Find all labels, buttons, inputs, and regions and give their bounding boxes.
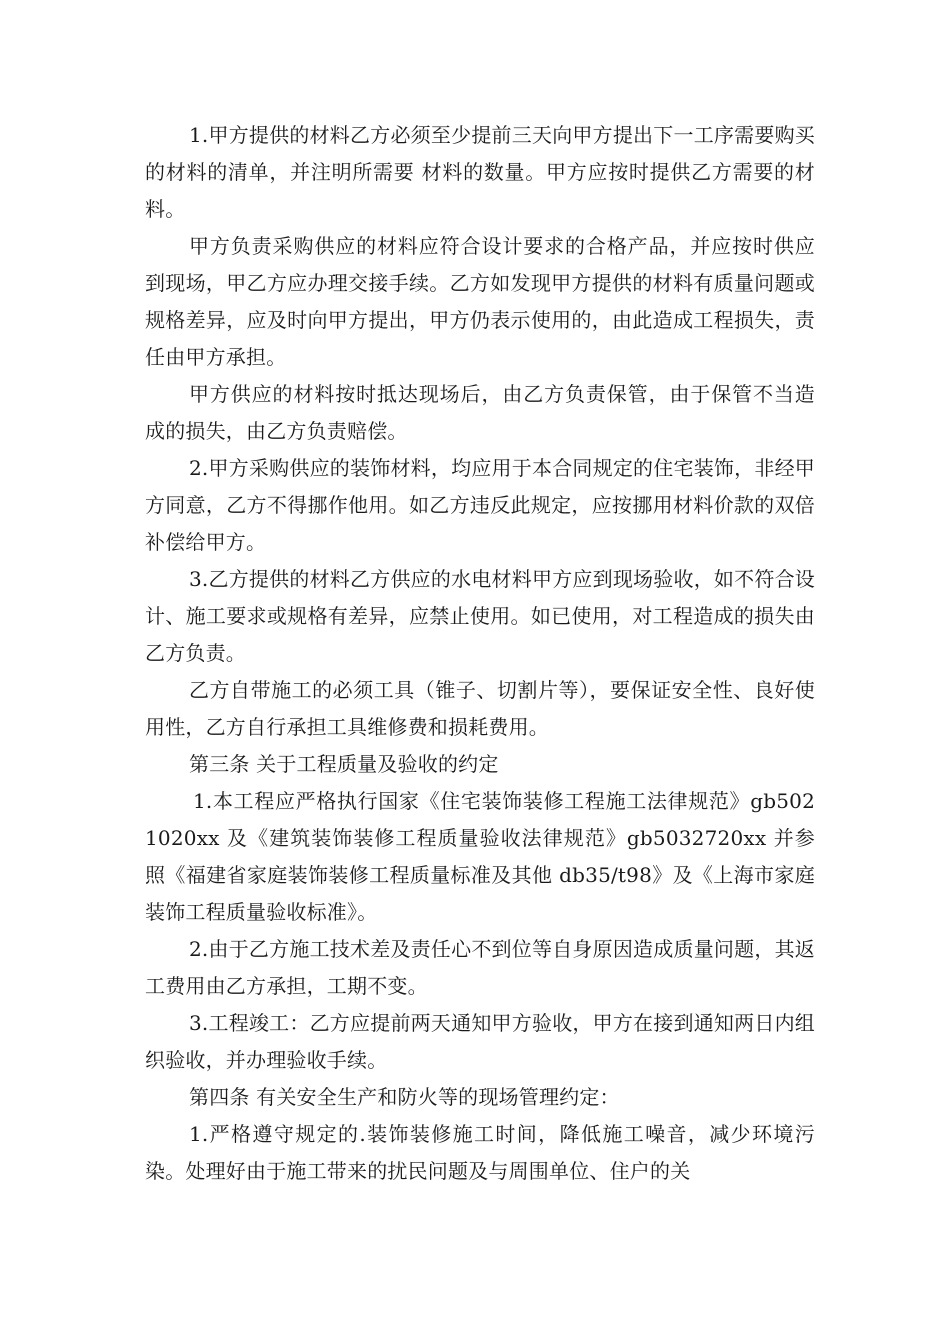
paragraph-quality-standards: 1.本工程应严格执行国家《住宅装饰装修工程施工法律规范》gb5021020xx 及《建筑装饰装修工程质量验收法律规范》gb5032720xx 并参照《福建省家庭装饰装修工程质量标准及其他 db35/t98》及《上海市家庭装饰工程质量验收标准》。 [145,789,815,924]
section-heading-article-4: 第四条 有关安全生产和防火等的现场管理约定： [189,1085,620,1109]
paragraph-material-supply-2: 2.甲方采购供应的装饰材料，均应用于本合同规定的住宅装饰，非经甲方同意，乙方不得挪作他用。如乙方违反此规定，应按挪用材料价款的双倍补偿给甲方。 [145,456,815,554]
paragraph-quality-rework: 2.由于乙方施工技术差及责任心不到位等自身原因造成质量问题，其返工费用由乙方承担，工期不变。 [145,937,815,998]
paragraph-tools: 乙方自带施工的必须工具（锥子、切割片等），要保证安全性、良好使用性，乙方自行承担工具维修费和损耗费用。 [145,678,815,739]
paragraph-material-supply-1: 1.甲方提供的材料乙方必须至少提前三天向甲方提出下一工序需要购买的材料的清单，并注明所需要 材料的数量。甲方应按时提供乙方需要的材料。 [145,123,815,221]
paragraph-material-quality: 甲方负责采购供应的材料应符合设计要求的合格产品，并应按时供应到现场，甲乙方应办理交接手续。乙方如发现甲方提供的材料有质量问题或规格差异，应及时向甲方提出，甲方仍表示使用的，由此造成工程损失，责任由甲方承担。 [145,234,815,369]
document-body [145,117,815,1190]
paragraph-material-supply-3: 3.乙方提供的材料乙方供应的水电材料甲方应到现场验收，如不符合设计、施工要求或规格有差异，应禁止使用。如已使用，对工程造成的损失由乙方负责。 [145,567,815,665]
paragraph-completion-acceptance: 3.工程竣工：乙方应提前两天通知甲方验收，甲方在接到通知两日内组织验收，并办理验收手续。 [145,1011,815,1072]
section-heading-article-3: 第三条 关于工程质量及验收的约定 [189,752,499,776]
paragraph-construction-time: 1.严格遵守规定的.装饰装修施工时间，降低施工噪音，减少环境污染。处理好由于施工带来的扰民问题及与周围单位、住户的关 [145,1122,815,1183]
paragraph-material-storage: 甲方供应的材料按时抵达现场后，由乙方负责保管，由于保管不当造成的损失，由乙方负责赔偿。 [145,382,815,443]
